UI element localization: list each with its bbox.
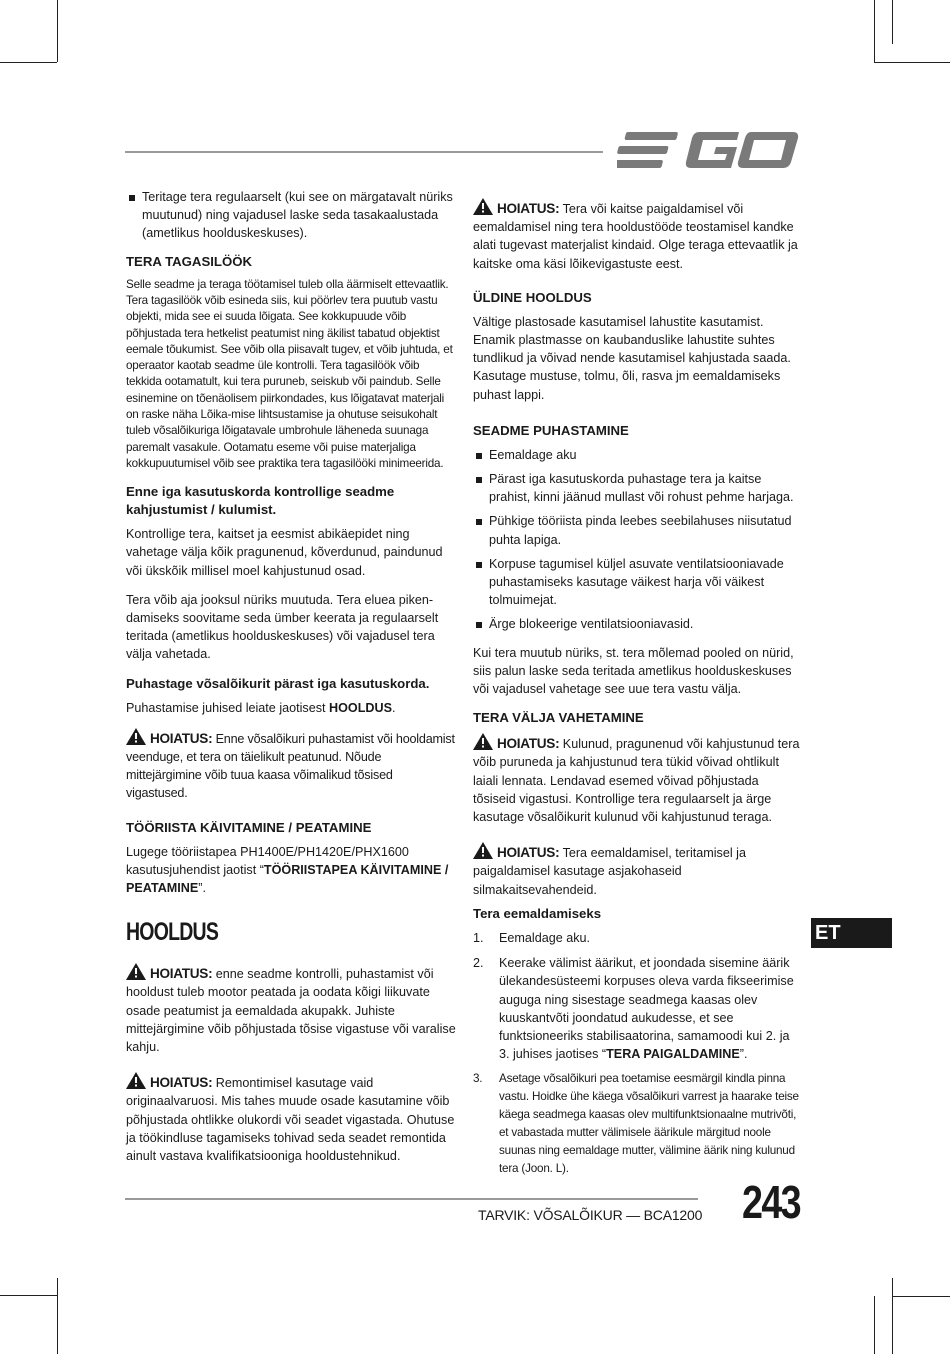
clean-paragraph: Puhastamise juhised leiate jaotisest HOOLDUS. [126,700,396,715]
start-paragraph: Lugege tööriistapea PH1400E/PH1420E/PHX1600 kasutusjuhendist jaotist “TÖÖRIISTAPEA KÄIVITAMINE / PEATAMINE”. [126,844,449,896]
dull-blade-paragraph: Kui tera muutub nüriks, st. tera mõlemad pooled on nürid, siis palun laske seda teritada ametlikus hoolduskeskuses või vajadusel vahetage see uue tera vastu välja. [473,645,794,697]
warning-triangle-icon [473,733,493,750]
general-heading: ÜLDINE HOOLDUS [473,289,592,305]
remove-heading: Tera eemaldamiseks [473,905,602,921]
language-tab: ET [811,918,892,948]
check-paragraph-1: Kontrollige tera, kaitset ja eesmist abikäepidet ning vahetage välja kõik pragunenud, kõverdunud, paindunud või ükskõik millisel moel kahjustunud osad. [126,527,443,578]
list-item: Korpuse tagumisel küljel asuvate ventilatsiooniavade puhastamiseks kasutage väikest harja või väikest tolmuimejat. [473,555,803,610]
warning-block: HOIATUS: Kulunud, pragunenud või kahjustunud tera võib puruneda ja kahjustunud tera tükid võivad ohtlikult laiali lennata. Lendavad esemed võivad põhjustada tõsiseid vigastusi. Kontrollige tera regulaarselt ja ärge kasutage võsalõikurit kulunud või kahjustunud teraga. [473,733,803,826]
footer-product-title: TARVIK: VÕSALÕIKUR — BCA1200 [478,1207,703,1223]
crop-mark [874,62,950,63]
bullet-icon [476,562,482,568]
intro-bullet-list [126,188,456,243]
list-item: Pühkige tööriista pinda leebes seebilahuses niisutatud puhta lapiga. [473,512,803,548]
kickback-heading: TERA TAGASILÖÖK [126,253,253,269]
crop-mark [892,1296,950,1297]
warning-triangle-icon [473,198,493,215]
left-column [126,188,456,1181]
warning-block: HOIATUS: Remontimisel kasutage vaid originaalvaruosi. Mis tahes muude osade kasutamine võib põhjustada ohtlikke olukordi või seadet vigastada. Ohutuse ja töökindluse tagamiseks tohivad seda seadet remontida ainult vastava kvalifikatsiooniga hooldustehnikud. [126,1072,456,1165]
warning-triangle-icon [126,963,146,980]
list-item: Ärge blokeerige ventilatsiooniavasid. [473,615,803,633]
warning-block: HOIATUS: enne seadme kontrolli, puhastamist või hooldust tuleb mootor peatada ja oodata kõigi liikuvate osade peatumist ja eemaldada akupakk. Juhiste mittejärgimine võib põhjustada tõsise vigastuse või varalise kahju. [126,963,456,1056]
start-heading: TÖÖRIISTA KÄIVITAMINE / PEATAMINE [126,819,372,835]
warning-triangle-icon [126,728,146,745]
crop-mark [874,0,875,62]
clean-heading: Puhastage võsalõikurit pärast iga kasutuskorda. [126,675,430,691]
cleaning-heading: SEADME PUHASTAMINE [473,422,629,438]
bullet-icon [476,519,482,525]
bullet-icon [476,477,482,483]
warning-triangle-icon [473,842,493,859]
list-item: Teritage tera regulaarselt (kui see on märgatavalt nüriks muutunud) ning vajadusel laske seda tasakaalustada (ametlikus hoolduskeskuses). [126,188,456,243]
crop-mark [57,1278,58,1354]
kickback-paragraph: Selle seadme ja teraga töötamisel tuleb olla äärmiselt ettevaatlik. Tera tagasilöök võib esineda siis, kui pöörlev tera puutub vastu objekti, mida see ei suuda lõigata. See kokkupuude võib põhjustada tera hetkelist peatumist ning äkilist tabatud objektist eemale tõukumist. See võib olla piisavalt tugev, et võib juhtuda, et operaator kaotab seadme üle kontrolli. Tera tagasilöök võib tekkida ootamatult, kui tera puruneb, seiskub või paindub. Selle esinemine on tõenäolisem piirkondades, kus lõigatavat materjali on raske näha Lõika-mise lihtsustamise ja ohutuse seisukohalt tuleb võsalõikuriga lõigatavale umbrohule läheneda suunaga paremalt vasakule. Ootamatu eseme või puise materjaliga kokkupuutumisel võib see praktika tera tagasilööki minimeerida. [126,277,453,470]
right-column [473,188,803,1186]
list-item: 3. Asetage võsalõikuri pea toetamise eesmärgil kindla pinna vastu. Hoidke ühe käega võsalõikuri varrest ja haarake teise käega seadmega kaasas olev multifunktsionaalne mutrivõti, et vabastada mutter välimisele äärikule märgitud noole suunas ning eemaldage mutter, välimine äärik ning kulunud tera (Joon. L). [473,1072,799,1176]
crop-mark [874,1296,875,1354]
list-item: 2. Keerake välimist äärikut, et joondada sisemine äärik ülekandesüsteemi korpuses oleva varda fikseerimise auguga ning sisestage seadmega kaasas olev kuuskantvõti joondatud aukudesse, et see funktsioneeriks stabilisaatorina, samamoodi kui 2. ja 3. juhises jaotises “TERA PAIGALDAMINE”. [473,956,794,1062]
replace-heading: TERA VÄLJA VAHETAMINE [473,710,644,726]
header-rule [125,151,603,153]
footer-rule [125,1198,698,1200]
section-title: HOOLDUS [126,918,219,947]
check-heading: Enne iga kasutuskorda kontrollige seadme kahjustumist / kulumist. [126,484,395,518]
crop-mark [0,62,57,63]
list-item: Eemaldage aku [473,446,803,464]
crop-mark [0,1295,57,1296]
warning-block: HOIATUS: Enne võsalõikuri puhastamist või hooldamist veenduge, et tera on täielikult peatunud. Nõude mittejärgimine võib tuua kaasa võimalikud tõsised vigastused. [126,728,456,803]
crop-mark [57,0,58,62]
check-paragraph-2: Tera võib aja jooksul nüriks muutuda. Tera eluea piken-damiseks soovitame seda ümber keerata ja regulaarselt teritada (ametlikus hoolduskeskuses) või vajadusel tera välja vahetada. [126,592,439,662]
warning-triangle-icon [126,1072,146,1089]
cleaning-bullet-list [473,446,803,634]
bullet-icon [129,195,135,201]
list-item: 1. Eemaldage aku. [473,930,591,945]
page-number: 243 [742,1176,801,1228]
remove-steps-list [473,929,803,1178]
ego-logo [617,129,799,171]
warning-block: HOIATUS: Tera või kaitse paigaldamisel või eemaldamisel ning tera hooldustööde teostamisel kandke alati tugevast materjalist kindaid. Olge teraga ettevaatlik ja kaitske oma käsi lõikevigastuste eest. [473,198,803,273]
bullet-icon [476,453,482,459]
warning-block: HOIATUS: Tera eemaldamisel, teritamisel ja paigaldamisel kasutage asjakohaseid silmakaitsevahendeid. [473,842,803,899]
crop-mark [892,1278,893,1354]
list-item: Pärast iga kasutuskorda puhastage tera ja kaitse prahist, kinni jäänud mullast või rohust pehme harjaga. [473,470,803,506]
crop-mark [892,0,893,44]
bullet-icon [476,622,482,628]
general-paragraph: Vältige plastosade kasutamisel lahustite kasutamist. Enamik plastmasse on kaubanduslike lahustite suhtes tundlikud ja võivad nende kasutamisel kahjustada saada. Kasutage mustuse, tolmu, õli, rasva jm eemaldamiseks puhast lappi. [473,314,791,402]
